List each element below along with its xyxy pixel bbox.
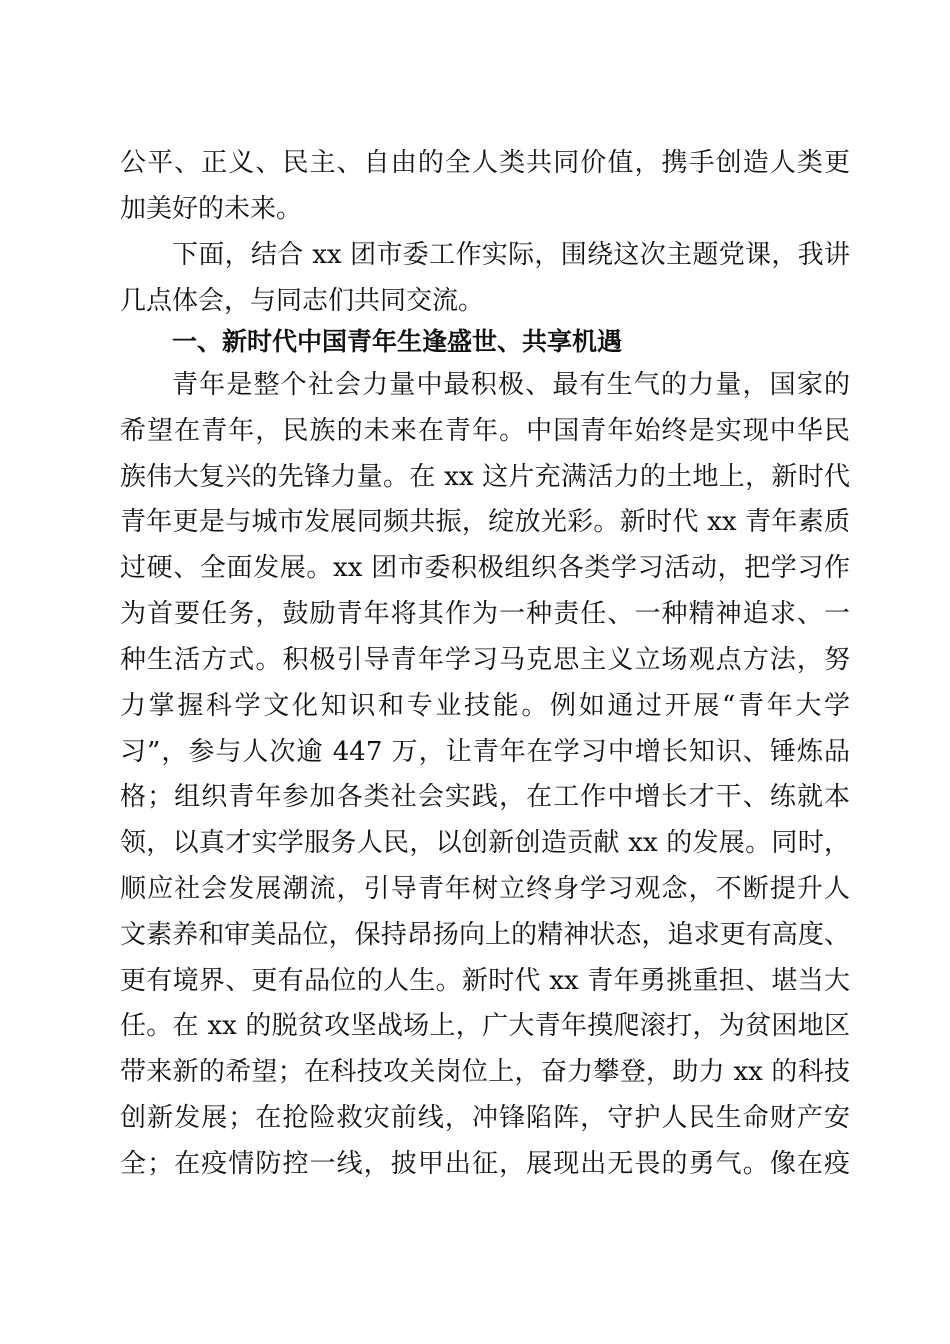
body-text-line: 族伟大复兴的先锋力量。在 xx 这片充满活力的土地上，新时代	[120, 462, 850, 492]
body-text-line: 下面，结合 xx 团市委工作实际，围绕这次主题党课，我讲	[172, 240, 850, 270]
body-text-line: 任。在 xx 的脱贫攻坚战场上，广大青年摸爬滚打，为贫困地区	[120, 1011, 850, 1041]
body-text-line: 青年是整个社会力量中最积极、最有生气的力量，国家的	[172, 370, 850, 400]
body-text-line: 种生活方式。积极引导青年学习马克思主义立场观点方法，努	[120, 645, 850, 675]
body-text-line: 力掌握科学文化知识和专业技能。例如通过开展“青年大学	[120, 691, 850, 721]
body-text-line: 青年更是与城市发展同频共振，绽放光彩。新时代 xx 青年素质	[120, 507, 850, 537]
body-text-line: 文素养和审美品位，保持昂扬向上的精神状态，追求更有高度、	[120, 920, 850, 950]
body-text-line: 顺应社会发展潮流，引导青年树立终身学习观念，不断提升人	[120, 874, 850, 904]
section-heading: 一、新时代中国青年生逢盛世、共享机遇	[172, 327, 623, 356]
body-text-line: 几点体会，与同志们共同交流。	[120, 286, 485, 316]
body-text-line: 格；组织青年参加各类社会实践，在工作中增长才干、练就本	[120, 782, 850, 812]
body-text-line: 全；在疫情防控一线，披甲出征，展现出无畏的勇气。像在疫	[120, 1149, 850, 1179]
body-text-line: 创新发展；在抢险救灾前线，冲锋陷阵，守护人民生命财产安	[120, 1103, 850, 1133]
body-text-line: 习”，参与人次逾 447 万，让青年在学习中增长知识、锤炼品	[120, 737, 850, 767]
body-text-line: 过硬、全面发展。xx 团市委积极组织各类学习活动，把学习作	[120, 553, 850, 583]
body-text-line: 希望在青年，民族的未来在青年。中国青年始终是实现中华民	[120, 416, 850, 446]
body-text-line: 公平、正义、民主、自由的全人类共同价值，携手创造人类更	[120, 148, 850, 178]
body-text-line: 带来新的希望；在科技攻关岗位上，奋力攀登，助力 xx 的科技	[120, 1057, 850, 1087]
body-text-line: 加美好的未来。	[120, 194, 303, 224]
body-text-line: 更有境界、更有品位的人生。新时代 xx 青年勇挑重担、堪当大	[120, 966, 850, 996]
body-text-line: 为首要任务，鼓励青年将其作为一种责任、一种精神追求、一	[120, 599, 850, 629]
body-text-line: 领，以真才实学服务人民，以创新创造贡献 xx 的发展。同时，	[120, 828, 850, 858]
